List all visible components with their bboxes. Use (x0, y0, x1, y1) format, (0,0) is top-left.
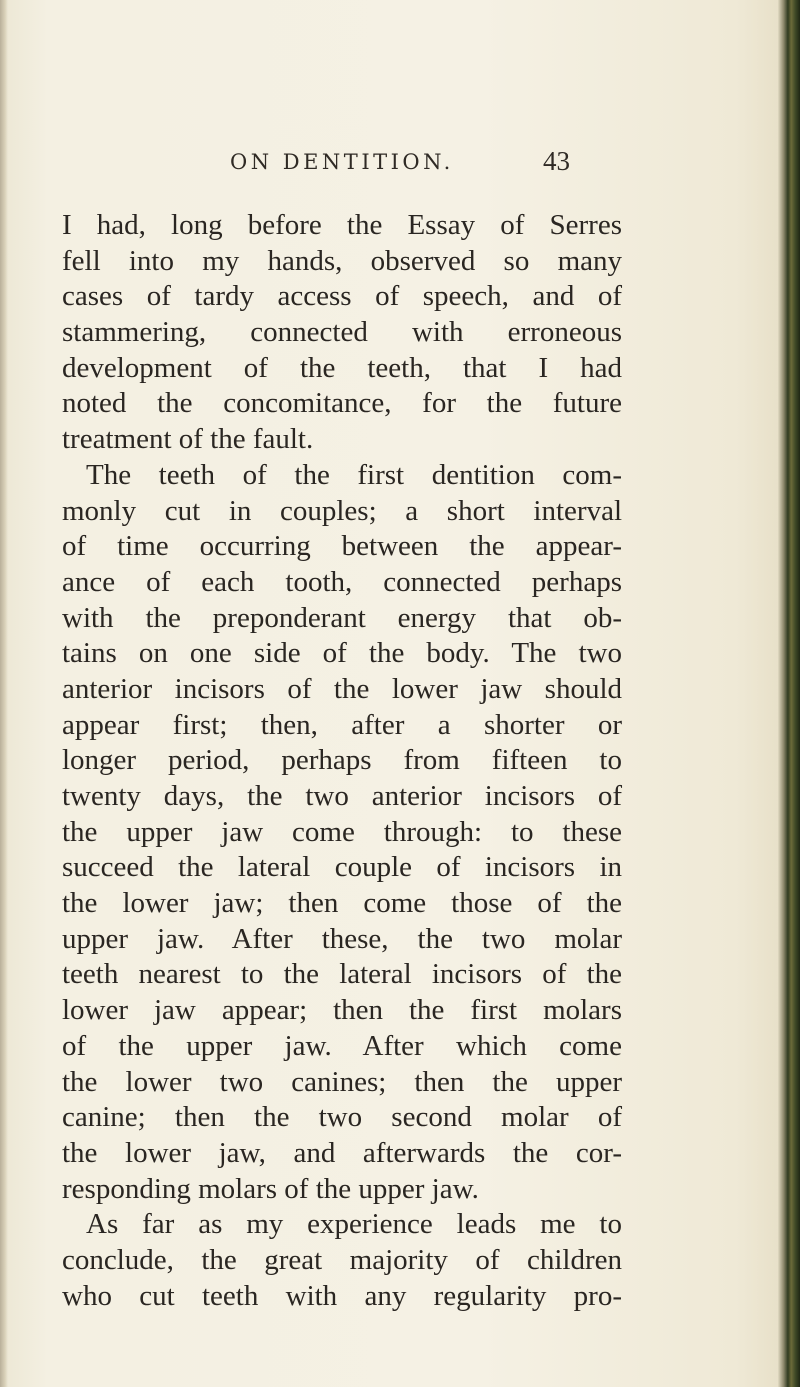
text-line: development of the teeth, that I had (62, 351, 622, 384)
text-line: noted the concomitance, for the future (62, 387, 622, 420)
text-line: succeed the lateral couple of incisors in (62, 851, 622, 884)
text-line: the upper jaw come through: to these (62, 815, 622, 848)
text-line: the lower jaw; then come those of the (62, 887, 622, 920)
text-line: longer period, perhaps from fifteen to (62, 744, 622, 777)
text-line: conclude, the great majority of children (62, 1243, 622, 1276)
text-line: of time occurring between the appear- (62, 530, 622, 563)
book-spine-edge (778, 0, 800, 1387)
text-line: upper jaw. After these, the two molar (62, 922, 622, 955)
page-number: 43 (543, 146, 570, 176)
text-line: treatment of the fault. (62, 423, 314, 456)
running-head: ON DENTITION. (230, 150, 454, 174)
text-line: As far as my experience leads me to (86, 1208, 622, 1241)
text-line: lower jaw appear; then the first molars (62, 994, 622, 1027)
text-line: teeth nearest to the lateral incisors of the (62, 958, 622, 991)
text-line: stammering, connected with erroneous (62, 316, 622, 349)
text-line: cases of tardy access of speech, and of (62, 280, 622, 313)
text-line: anterior incisors of the lower jaw should (62, 672, 622, 705)
text-line: appear first; then, after a shorter or (62, 708, 622, 741)
text-line: who cut teeth with any regularity pro- (62, 1279, 622, 1312)
text-line: monly cut in couples; a short interval (62, 494, 622, 527)
text-line: with the preponderant energy that ob- (62, 601, 622, 634)
text-line: the lower jaw, and afterwards the cor- (62, 1136, 622, 1169)
text-line: of the upper jaw. After which come (62, 1029, 622, 1062)
text-line: The teeth of the first dentition com- (86, 458, 622, 491)
text-line: responding molars of the upper jaw. (62, 1172, 479, 1205)
text-line: canine; then the two second molar of (62, 1101, 622, 1134)
text-line: the lower two canines; then the upper (62, 1065, 622, 1098)
body-text (62, 208, 622, 1314)
text-line: twenty days, the two anterior incisors of (62, 780, 622, 812)
text-line: I had, long before the Essay of Serres (62, 209, 622, 241)
page-left-edge (0, 0, 8, 1387)
text-line: ance of each tooth, connected perhaps (62, 565, 622, 598)
text-line: fell into my hands, observed so many (62, 244, 622, 277)
page-header (230, 146, 570, 190)
text-line: tains on one side of the body. The two (62, 637, 622, 670)
